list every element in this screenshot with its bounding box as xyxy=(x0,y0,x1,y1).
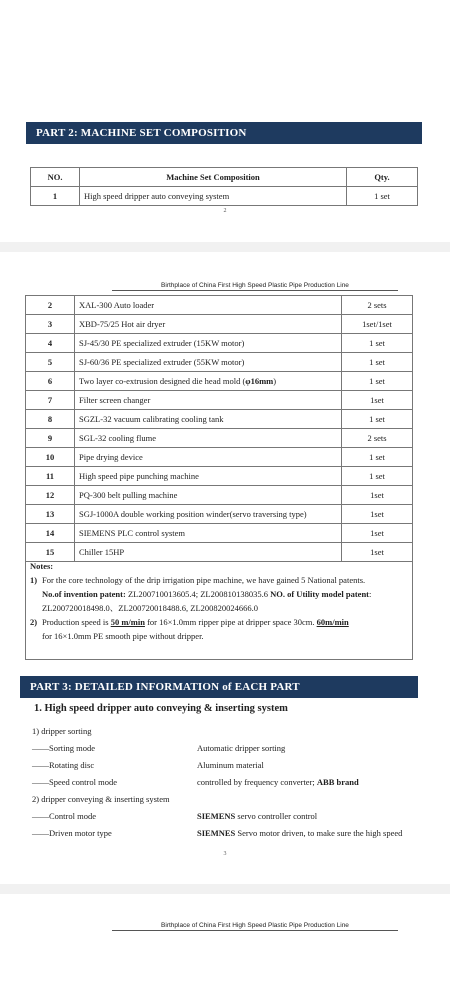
note-2-text-b: for 16×1.0mm ripper pipe at dripper space 30cm. xyxy=(144,617,317,627)
cell-comp-end: ) xyxy=(273,376,277,386)
spec-key: 1) dripper sorting xyxy=(32,726,92,736)
cell-qty: 1set xyxy=(342,524,413,543)
invention-patent-value: ZL200710013605.4; ZL200810138035.6 xyxy=(125,589,268,599)
col-comp-header: Machine Set Composition xyxy=(80,168,347,187)
document-page-1 xyxy=(0,0,450,242)
cell-no: 9 xyxy=(26,429,75,448)
table-row xyxy=(26,372,413,391)
spec-key: ——Driven motor type xyxy=(32,828,112,838)
cell-comp: Chiller 15HP xyxy=(75,543,342,562)
note-1-number: 1) xyxy=(30,575,38,585)
spec-row xyxy=(32,825,432,842)
page-number: 2 xyxy=(223,208,227,214)
utility-patent-label: NO. of Utility model patent xyxy=(270,589,370,599)
note-1 xyxy=(30,573,408,615)
spec-value xyxy=(197,808,317,825)
spec-value-text: Aluminum material xyxy=(197,760,264,770)
cell-comp-text: Two layer co-extrusion designed die head mold ( xyxy=(79,376,246,386)
cell-qty: 1 set xyxy=(342,448,413,467)
page-number-3: 3 xyxy=(223,851,227,857)
composition-table xyxy=(25,295,413,562)
cell-no: 10 xyxy=(26,448,75,467)
cell-qty: 1set xyxy=(342,391,413,410)
table-row xyxy=(26,315,413,334)
cell-no: 2 xyxy=(26,296,75,315)
spec-value xyxy=(197,825,402,842)
composition-table-head xyxy=(30,167,418,206)
spec-value xyxy=(197,757,264,774)
note-1-text: For the core technology of the drip irrigation pipe machine, we have gained 5 National patents. xyxy=(42,575,366,585)
section-title-part3: PART 3: DETAILED INFORMATION of EACH PART xyxy=(20,676,418,698)
note-2-text-c: for 16×1.0mm PE smooth pipe without dripper. xyxy=(42,631,204,641)
cell-no: 11 xyxy=(26,467,75,486)
cell-comp: SIEMENS PLC control system xyxy=(75,524,342,543)
cell-qty: 2 sets xyxy=(342,429,413,448)
section-title-part2: PART 2: MACHINE SET COMPOSITION xyxy=(26,122,422,144)
spec-key: ——Sorting mode xyxy=(32,743,96,753)
cell-comp: SJ-60/36 PE specialized extruder (55KW motor) xyxy=(75,353,342,372)
spec-value-bold: SIEMNES xyxy=(197,828,236,838)
cell-comp-bold: φ16mm xyxy=(245,376,274,386)
spec-key: ——Speed control mode xyxy=(32,777,117,787)
table-row xyxy=(26,353,413,372)
table-row xyxy=(26,410,413,429)
cell-qty: 1 set xyxy=(347,187,418,206)
cell-qty: 1 set xyxy=(342,372,413,391)
subsection-heading: 1. High speed dripper auto conveying & inserting system xyxy=(34,703,288,714)
cell-comp: XBD-75/25 Hot air dryer xyxy=(75,315,342,334)
cell-no: 1 xyxy=(31,187,80,206)
table-row xyxy=(26,505,413,524)
cell-qty: 1 set xyxy=(342,410,413,429)
cell-qty: 1set/1set xyxy=(342,315,413,334)
table-row xyxy=(26,296,413,315)
cell-qty: 1 set xyxy=(342,467,413,486)
spec-key: 2) dripper conveying & inserting system xyxy=(32,794,170,804)
cell-no: 3 xyxy=(26,315,75,334)
cell-comp: SGJ-1000A double working position winder(servo traversing type) xyxy=(75,505,342,524)
cell-comp: PQ-300 belt pulling machine xyxy=(75,486,342,505)
spec-value-bold: ABB brand xyxy=(316,777,359,787)
cell-no: 5 xyxy=(26,353,75,372)
spec-list xyxy=(32,723,432,842)
spec-row xyxy=(32,757,432,774)
speed-value-2: 60m/min xyxy=(316,617,349,627)
cell-no: 8 xyxy=(26,410,75,429)
table-row xyxy=(31,187,418,206)
cell-comp: SGL-32 cooling flume xyxy=(75,429,342,448)
spec-key: ——Control mode xyxy=(32,811,96,821)
spec-value xyxy=(197,740,285,757)
spec-value-bold: SIEMENS xyxy=(197,811,236,821)
cell-comp xyxy=(75,372,342,391)
cutoff-text-fragment xyxy=(205,946,340,950)
spec-row xyxy=(32,808,432,825)
cell-no: 7 xyxy=(26,391,75,410)
cell-comp: High speed dripper auto conveying system xyxy=(80,187,347,206)
spec-row xyxy=(32,774,432,791)
spec-value xyxy=(197,774,359,791)
speed-value-1: 50 m/min xyxy=(110,617,145,627)
table-row xyxy=(26,429,413,448)
invention-patent-label: No.of invention patent: xyxy=(42,589,126,599)
spec-value-text: servo controller control xyxy=(235,811,318,821)
cell-qty: 1 set xyxy=(342,334,413,353)
cell-comp: XAL-300 Auto loader xyxy=(75,296,342,315)
spec-row xyxy=(32,740,432,757)
running-header: Birthplace of China First High Speed Plastic Pipe Production Line xyxy=(112,282,398,291)
cell-comp: Pipe drying device xyxy=(75,448,342,467)
cell-comp: Filter screen changer xyxy=(75,391,342,410)
utility-patent-value: : ZL200720018498.0、ZL200720018488.6, ZL200820024666.0 xyxy=(42,589,372,613)
notes-title: Notes: xyxy=(30,561,54,571)
col-no-header: NO. xyxy=(31,168,80,187)
spec-row xyxy=(32,723,432,740)
cell-no: 4 xyxy=(26,334,75,353)
cell-qty: 2 sets xyxy=(342,296,413,315)
col-qty-header: Qty. xyxy=(347,168,418,187)
cell-no: 6 xyxy=(26,372,75,391)
spec-value-text: controlled by frequency converter; xyxy=(197,777,317,787)
cell-no: 15 xyxy=(26,543,75,562)
notes-box xyxy=(25,557,413,660)
note-2 xyxy=(30,615,408,643)
table-row xyxy=(26,391,413,410)
cell-no: 13 xyxy=(26,505,75,524)
cell-qty: 1 set xyxy=(342,353,413,372)
cell-qty: 1set xyxy=(342,543,413,562)
table-row xyxy=(26,486,413,505)
cell-comp: SGZL-32 vacuum calibrating cooling tank xyxy=(75,410,342,429)
table-row xyxy=(26,467,413,486)
table-row xyxy=(26,524,413,543)
note-2-number: 2) xyxy=(30,617,38,627)
spec-value-text: Servo motor driven, to make sure the high speed xyxy=(235,828,403,838)
table-row xyxy=(26,448,413,467)
spec-value-text: Automatic dripper sorting xyxy=(197,743,286,753)
table-header-row xyxy=(31,168,418,187)
cell-qty: 1set xyxy=(342,486,413,505)
cell-comp: SJ-45/30 PE specialized extruder (15KW motor) xyxy=(75,334,342,353)
table-row xyxy=(26,334,413,353)
cell-comp: High speed pipe punching machine xyxy=(75,467,342,486)
running-header-3: Birthplace of China First High Speed Plastic Pipe Production Line xyxy=(112,922,398,931)
cell-no: 12 xyxy=(26,486,75,505)
cell-no: 14 xyxy=(26,524,75,543)
cell-qty: 1set xyxy=(342,505,413,524)
spec-row xyxy=(32,791,432,808)
note-2-text-a: Production speed is xyxy=(42,617,111,627)
spec-key: ——Rotating disc xyxy=(32,760,95,770)
